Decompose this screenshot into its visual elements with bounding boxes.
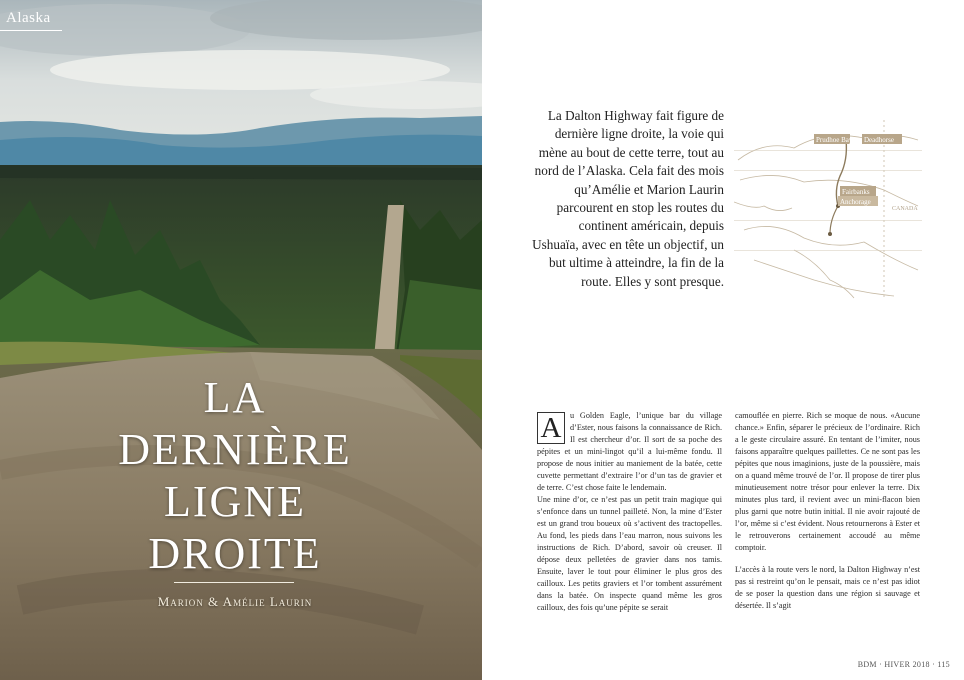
page-folio: BDM · HIVER 2018 · 115	[857, 660, 950, 669]
article-column-1	[537, 410, 722, 642]
article-paragraph: camouflée en pierre. Rich se moque de nous. «Aucune chance.» Enfin, séparer le précieux de l’ordinaire. Rich a le geste circulaire assuré. En tentant de l’imiter, nous faisons apparaître quelques paillettes. Ce ne sont pas les pépites que nous imaginions, juste de la poussière, mais on a quand même trouvé de l’or. Il propose de tirer plus minutieusement notre trésor pour enlever la terre. Dix minutes plus tard, il revient avec un mini-flacon bien plus garni que notre butin initial. Il nie avoir rajouté de l’or, même si c’est évident. Nous retournerons à Ester et le retrouverons certainement accoudé au même comptoir.	[735, 411, 920, 552]
authors-byline: Marion & Amélie Laurin	[157, 594, 313, 609]
title-line: DERNIÈRE	[118, 425, 352, 474]
title-line: LA	[203, 373, 267, 422]
article-paragraph: L’accès à la route vers le nord, la Dalton Highway n’est pas si restreint qu’on le pensait, mais ce n’est pas idiot de se poser la question dans une région si sauvage et désertée. Il s’agit	[735, 565, 920, 610]
drop-cap: A	[537, 412, 565, 444]
section-rule	[0, 30, 62, 31]
map-label: Prudhoe Bay	[816, 136, 853, 144]
paragraph-gap	[735, 554, 920, 564]
route-map	[734, 110, 922, 300]
section-tag: Alaska	[6, 10, 51, 26]
title-line: LIGNE	[164, 477, 306, 526]
alaska-map-illustration	[734, 110, 922, 300]
title-line: DROITE	[148, 529, 322, 578]
intro-paragraph: La Dalton Highway fait figure de dernière ligne droite, la voie qui mène au bout de cette terre, tout au nord de l’Alaska. Cela fait des mois qu’Amélie et Marion Laurin parcourent en stop les routes du continent américain, depuis Ushuaïa, avec en tête un objectif, un but ultime à atteindre, la fin de la route. Elles y sont presque.	[532, 108, 724, 289]
article-title	[60, 372, 410, 580]
map-label: Fairbanks	[842, 188, 870, 196]
article-paragraph	[537, 410, 722, 494]
map-label: Anchorage	[840, 198, 871, 206]
article-paragraph: Une mine d’or, ce n’est pas un petit train magique qui s’enfonce dans un tunnel pailleté. Non, la mine d’Ester est un grand trou boueux où s’activent des tractopelles. Au fond, les pieds dans l’eau marron, nous suivons les instructions de Rich. D’abord, savoir où creuser. Il dépose deux pelletées de gravier dans nos tamis. Ensuite, laver le tout pour éliminer le plus gros des cailloux. Les petits graviers et l’or tombent assurément dans la batée. On inspecte quand même les gros cailloux, des fois qu’une pépite se serait	[537, 495, 722, 612]
paragraph-text: u Golden Eagle, l’unique bar du village d’Ester, nous faisons la connaissance de Rich. Il est chercheur d’or. Il sort de sa poche des pépites et un mini-lingot qu’il a lui-même fondu. Il propose de nous initier au maniement de la batée, cette cuvette permettant d’extraire l’or d’un tas de gravier et de terre. C’est chose faite le lendemain.	[537, 411, 722, 492]
article-column-2	[735, 410, 920, 642]
map-label: Deadhorse	[864, 136, 894, 144]
title-rule	[174, 582, 294, 583]
map-label: CANADA	[892, 206, 918, 212]
